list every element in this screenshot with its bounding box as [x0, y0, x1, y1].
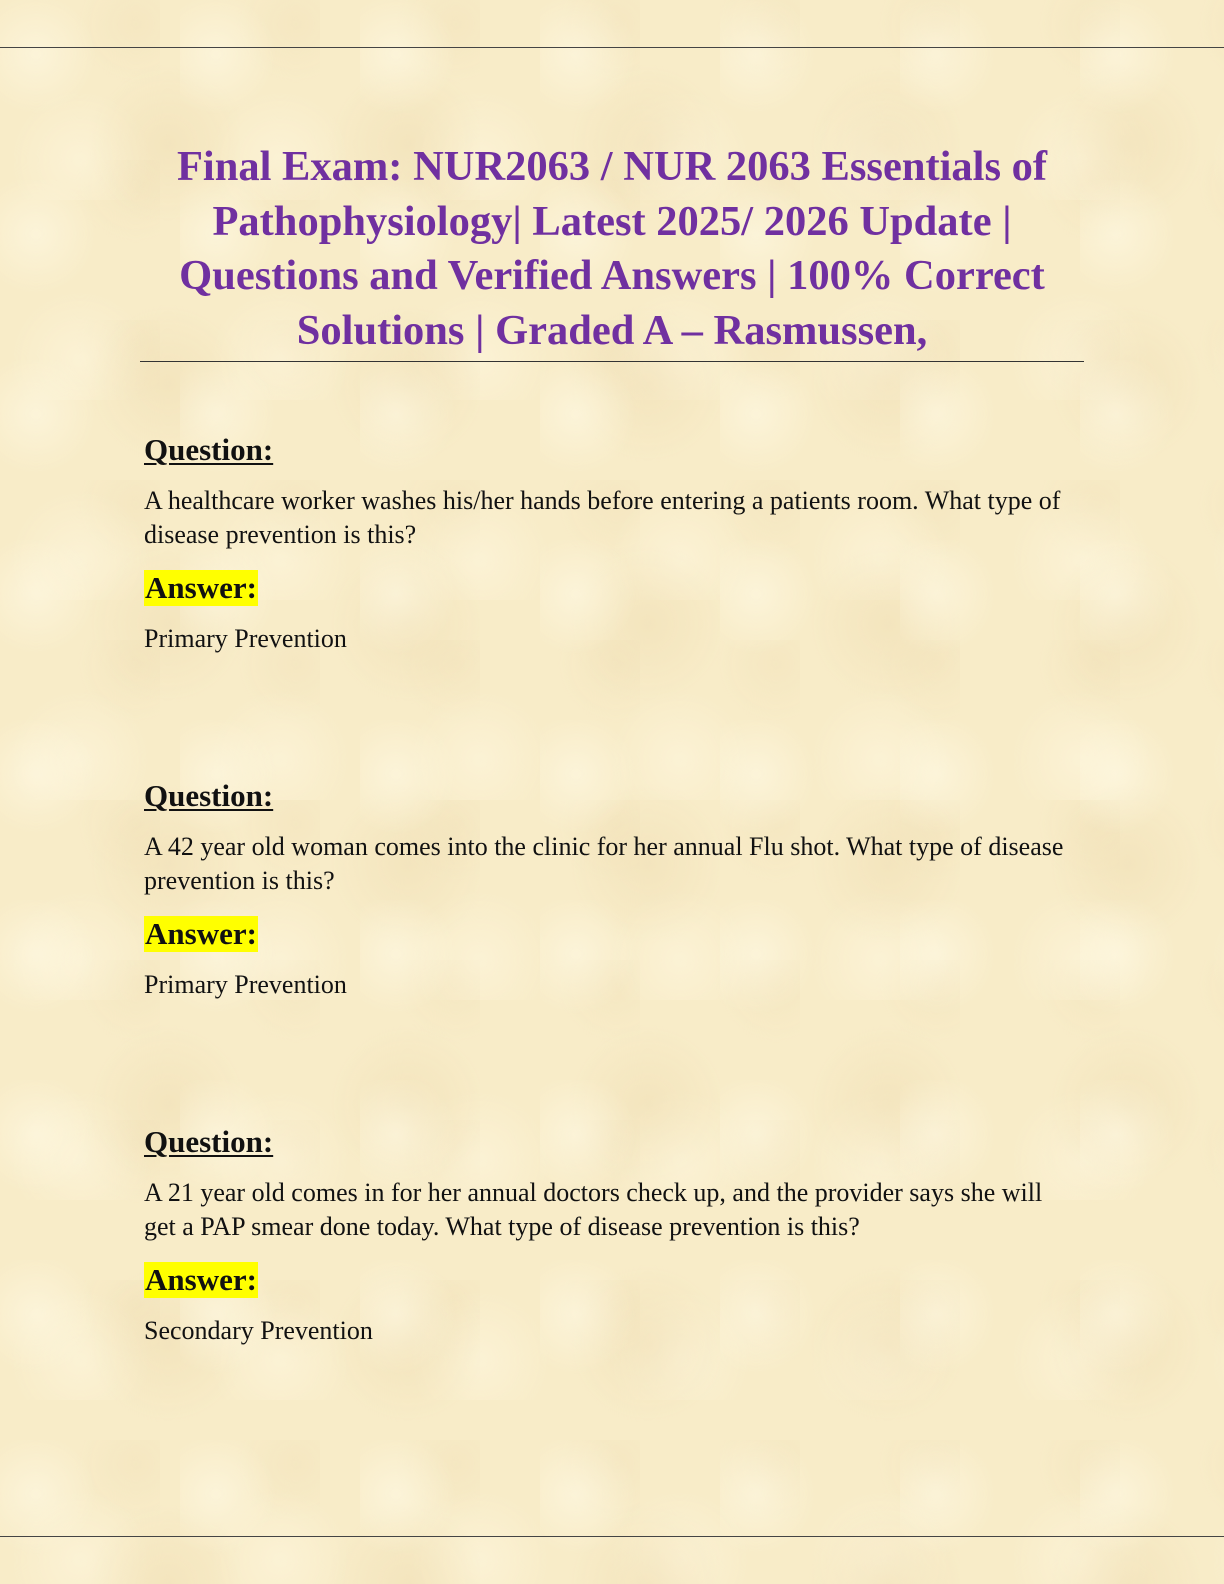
header-rule — [0, 47, 1224, 48]
document-title: Final Exam: NUR2063 / NUR 2063 Essentials of Pathophysiology| Latest 2025/ 2026 Update | Questions and Verified Answers | 100% Correct Solutions | Graded A – Rasmussen, — [176, 143, 1048, 354]
question-label: Question: — [144, 1124, 274, 1159]
question-text: A 21 year old comes in for her annual doctors check up, and the provider says she will get a PAP smear done today. What type of disease prevention is this? — [144, 1178, 1043, 1241]
question-text: A healthcare worker washes his/her hands before entering a patients room. What type of disease prevention is this? — [144, 486, 1061, 549]
answer-text: Primary Prevention — [144, 970, 347, 999]
footer-rule — [0, 1536, 1224, 1537]
answer-label: Answer: — [145, 1262, 257, 1297]
answer-text: Secondary Prevention — [144, 1316, 373, 1345]
question-label: Question: — [144, 432, 274, 467]
title-underline — [140, 361, 1084, 362]
answer-label: Answer: — [145, 916, 257, 951]
qa-item-1 — [144, 432, 1074, 656]
answer-text: Primary Prevention — [144, 624, 347, 653]
qa-item-3 — [144, 1124, 1074, 1348]
question-label: Question: — [144, 778, 274, 813]
question-text: A 42 year old woman comes into the clinic for her annual Flu shot. What type of disease prevention is this? — [144, 832, 1064, 895]
answer-label: Answer: — [145, 570, 257, 605]
qa-item-2 — [144, 778, 1074, 1002]
